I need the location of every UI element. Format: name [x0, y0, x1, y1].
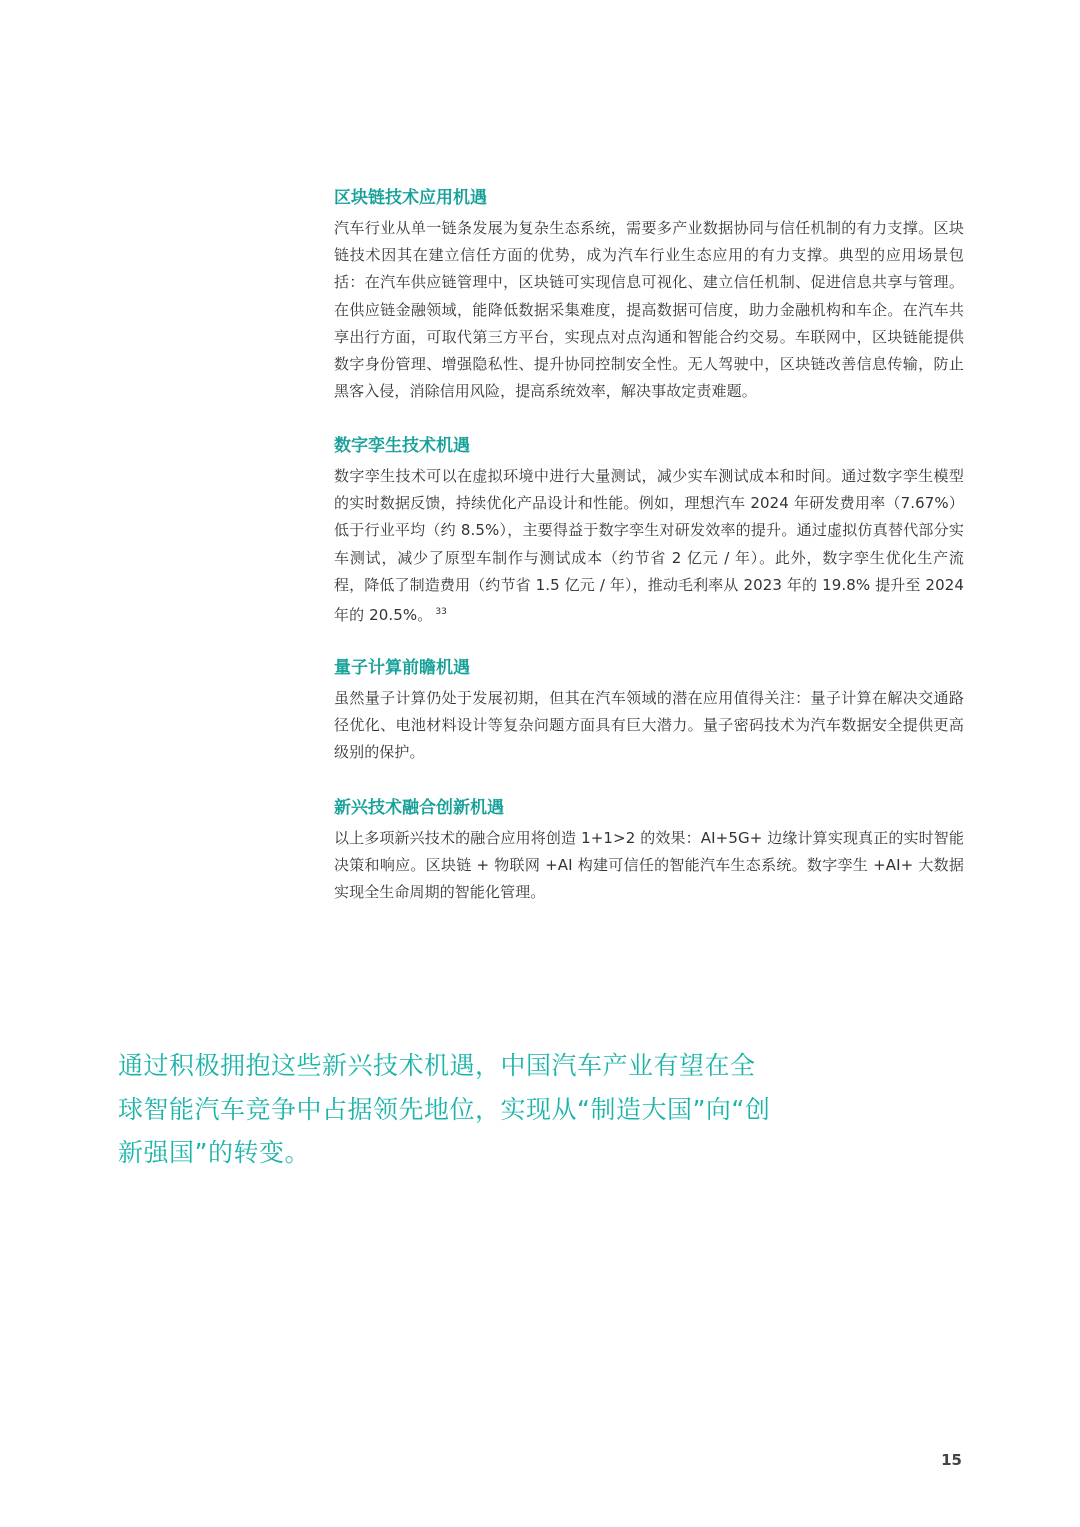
pull-quote: 通过积极拥抱这些新兴技术机遇，中国汽车产业有望在全球智能汽车竞争中占据领先地位，实现从“制造大国”向“创新强国”的转变。	[118, 1051, 771, 1167]
section-body: 以上多项新兴技术的融合应用将创造 1+1>2 的效果：AI+5G+ 边缘计算实现真正的实时智能决策和响应。区块链 + 物联网 +AI 构建可信任的智能汽车生态系统。数字孪生 +AI+ 大数据实现全生命周期的智能化管理。	[334, 829, 964, 902]
section-body-text: 数字孪生技术可以在虚拟环境中进行大量测试，减少实车测试成本和时间。通过数字孪生模型的实时数据反馈，持续优化产品设计和性能。例如，理想汽车 2024 年研发费用率（7.67%）低于行业平均（约 8.5%），主要得益于数字孪生对研发效率的提升。通过虚拟仿真替代部分实车测试，减少了原型车制作与测试成本（约节省 2 亿元 / 年）。此外，数字孪生优化生产流程，降低了制造费用（约节省 1.5 亿元 / 年），推动毛利率从 2023 年的 19.8% 提升至 2024 年的 20.5%。	[334, 467, 964, 625]
section-fusion	[334, 796, 964, 907]
section-blockchain	[334, 186, 964, 405]
section-heading: 量子计算前瞻机遇	[334, 658, 470, 678]
section-heading: 区块链技术应用机遇	[334, 188, 487, 208]
footnote-marker: 33	[435, 607, 447, 618]
section-body: 虽然量子计算仍处于发展初期，但其在汽车领域的潜在应用值得关注：量子计算在解决交通路径优化、电池材料设计等复杂问题方面具有巨大潜力。量子密码技术为汽车数据安全提供更高级别的保护。	[334, 689, 964, 762]
page-number: 15	[941, 1451, 962, 1469]
section-body	[334, 463, 964, 629]
section-digital-twin	[334, 434, 964, 629]
section-heading: 新兴技术融合创新机遇	[334, 798, 504, 818]
section-quantum	[334, 656, 964, 767]
section-body: 汽车行业从单一链条发展为复杂生态系统，需要多产业数据协同与信任机制的有力支撑。区块链技术因其在建立信任方面的优势，成为汽车行业生态应用的有力支撑。典型的应用场景包括：在汽车供应链管理中，区块链可实现信息可视化、建立信任机制、促进信息共享与管理。在供应链金融领域，能降低数据采集难度，提高数据可信度，助力金融机构和车企。在汽车共享出行方面，可取代第三方平台，实现点对点沟通和智能合约交易。车联网中，区块链能提供数字身份管理、增强隐私性、提升协同控制安全性。无人驾驶中，区块链改善信息传输，防止黑客入侵，消除信用风险，提高系统效率，解决事故定责难题。	[334, 219, 964, 401]
section-heading: 数字孪生技术机遇	[334, 436, 470, 456]
